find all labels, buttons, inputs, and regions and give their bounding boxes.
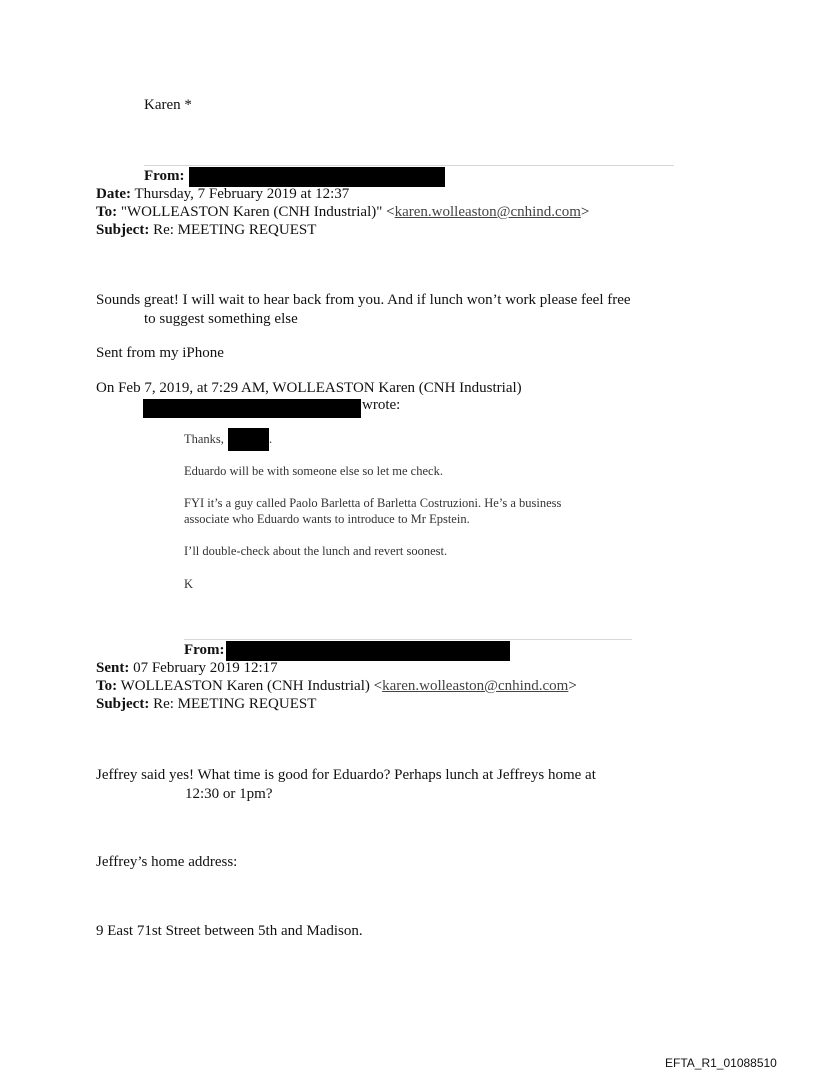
to-line: [96, 204, 589, 221]
redaction-block: [226, 641, 510, 661]
email-link[interactable]: karen.wolleaston@cnhind.com: [394, 204, 581, 220]
subject-label: Subject:: [96, 696, 150, 712]
thanks-punct: .: [269, 432, 273, 446]
email-link[interactable]: karen.wolleaston@cnhind.com: [382, 678, 569, 694]
document-id: EFTA_R1_01088510: [665, 1056, 777, 1070]
body-paragraph-line1: Sounds great! I will wait to hear back from you. And if lunch won’t work please feel free: [96, 292, 631, 308]
redaction-block: [228, 428, 269, 451]
quoted-thanks-line: [184, 432, 224, 447]
sent-line: [96, 660, 278, 677]
to-label: To:: [96, 678, 118, 694]
to-label: To:: [96, 204, 118, 220]
thanks-text: Thanks,: [184, 432, 224, 446]
to-close: >: [568, 678, 577, 694]
to-line: [96, 678, 577, 695]
date-line: [96, 186, 349, 203]
sent-from-line: Sent from my iPhone: [96, 345, 224, 361]
from-label: From:: [184, 642, 225, 658]
address-line: 9 East 71st Street between 5th and Madison.: [96, 923, 363, 939]
quoted-eduardo-line: Eduardo will be with someone else so let me check.: [184, 464, 443, 478]
subject-line: [96, 222, 316, 239]
wrote-label: wrote:: [362, 397, 401, 413]
quoted-sign: K: [184, 577, 194, 591]
sent-value: 07 February 2019 12:17: [133, 660, 278, 676]
quoted-double-check-line: I’ll double-check about the lunch and revert soonest.: [184, 544, 448, 558]
quoted-fyi-line1: FYI it’s a guy called Paolo Barletta of Barletta Costruzioni. He’s a business: [184, 496, 562, 510]
header-divider: [184, 639, 632, 640]
address-label: Jeffrey’s home address:: [96, 854, 238, 870]
to-close: >: [580, 204, 590, 220]
subject-line: [96, 696, 316, 713]
to-name: "WOLLEASTON Karen (CNH Industrial)" <: [120, 204, 395, 220]
reply-intro-line: On Feb 7, 2019, at 7:29 AM, WOLLEASTON Karen (CNH Industrial): [96, 380, 522, 396]
from-label: From:: [144, 168, 185, 184]
signature: Karen *: [144, 97, 192, 113]
redaction-block: [143, 399, 361, 418]
body-paragraph-line1: Jeffrey said yes! What time is good for Eduardo? Perhaps lunch at Jeffreys home at: [96, 767, 596, 783]
quoted-fyi-line2: associate who Eduardo wants to introduce to Mr Epstein.: [184, 512, 470, 526]
date-label: Date:: [96, 186, 131, 202]
subject-label: Subject:: [96, 222, 150, 238]
sent-label: Sent:: [96, 660, 130, 676]
body-paragraph-line2: 12:30 or 1pm?: [185, 786, 273, 802]
subject-value: Re: MEETING REQUEST: [153, 696, 317, 712]
date-value: Thursday, 7 February 2019 at 12:37: [134, 186, 350, 202]
subject-value: Re: MEETING REQUEST: [153, 222, 317, 238]
to-name: WOLLEASTON Karen (CNH Industrial) <: [120, 678, 383, 694]
header-divider: [144, 165, 674, 166]
body-paragraph-line2: to suggest something else: [144, 311, 298, 327]
redaction-block: [189, 167, 445, 187]
